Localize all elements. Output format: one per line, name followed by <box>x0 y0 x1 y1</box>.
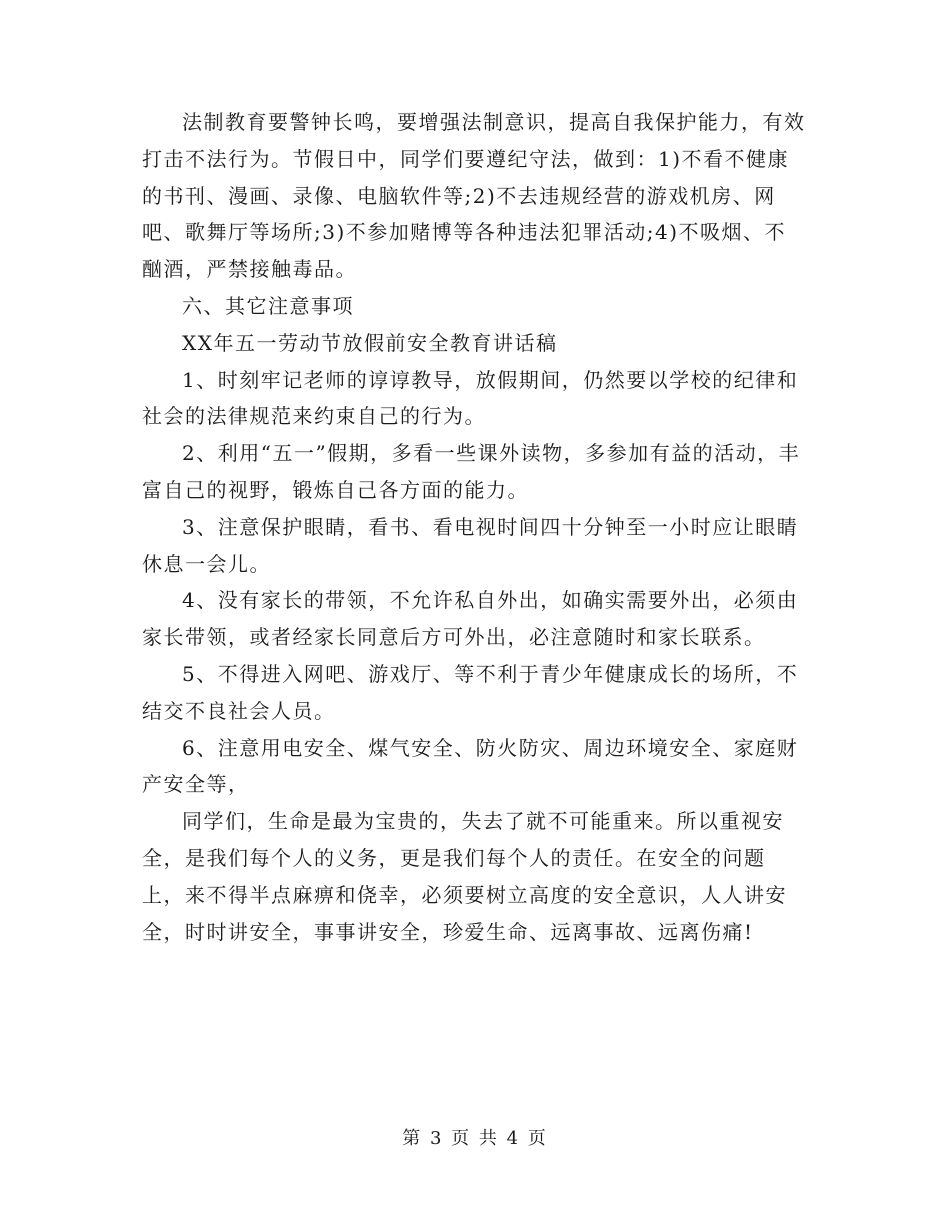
paragraph-item-1: 1、时刻牢记老师的谆谆教导，放假期间，仍然要以学校的纪律和社会的法律规范来约束自己的行为。 <box>142 367 799 429</box>
paragraph-closing: 同学们，生命是最为宝贵的，失去了就不可能重来。所以重视安全，是我们每个人的义务，更是我们每个人的责任。在安全的问题上，来不得半点麻痹和侥幸，必须要树立高度的安全意识，人人讲安全，时时讲安全，事事讲安全，珍爱生命、远离事故、远离伤痛! <box>142 809 787 944</box>
paragraph-item-4: 4、没有家长的带领，不允许私自外出，如确实需要外出，必须由家长带领，或者经家长同意后方可外出，必注意随时和家长联系。 <box>142 588 799 650</box>
paragraph-legal-education: 法制教育要警钟长鸣，要增强法制意识，提高自我保护能力，有效打击不法行为。节假日中，同学们要遵纪守法，做到：1)不看不健康的书刊、漫画、录像、电脑软件等;2)不去违规经营的游戏机房、网吧、歌舞厅等场所;3)不参加赌博等各种违法犯罪活动;4)不吸烟、不酗酒，严禁接触毒品。 <box>142 110 806 282</box>
page-number-footer: 第 3 页 共 4 页 <box>402 1128 548 1149</box>
paragraph-speech-title: XX年五一劳动节放假前安全教育讲话稿 <box>182 330 558 355</box>
paragraph-item-3: 3、注意保护眼睛，看书、看电视时间四十分钟至一小时应让眼睛休息一会儿。 <box>142 514 799 576</box>
paragraph-item-6: 6、注意用电安全、煤气安全、防火防灾、周边环境安全、家庭财产安全等， <box>142 735 799 797</box>
paragraph-item-2: 2、利用“五一”假期，多看一些课外读物，多参加有益的活动，丰富自己的视野，锻炼自己各方面的能力。 <box>142 441 801 502</box>
paragraph-item-5: 5、不得进入网吧、游戏厅、等不利于青少年健康成长的场所，不结交不良社会人员。 <box>142 661 799 723</box>
document-body <box>142 104 807 950</box>
paragraph-section-heading: 六、其它注意事项 <box>182 293 354 318</box>
